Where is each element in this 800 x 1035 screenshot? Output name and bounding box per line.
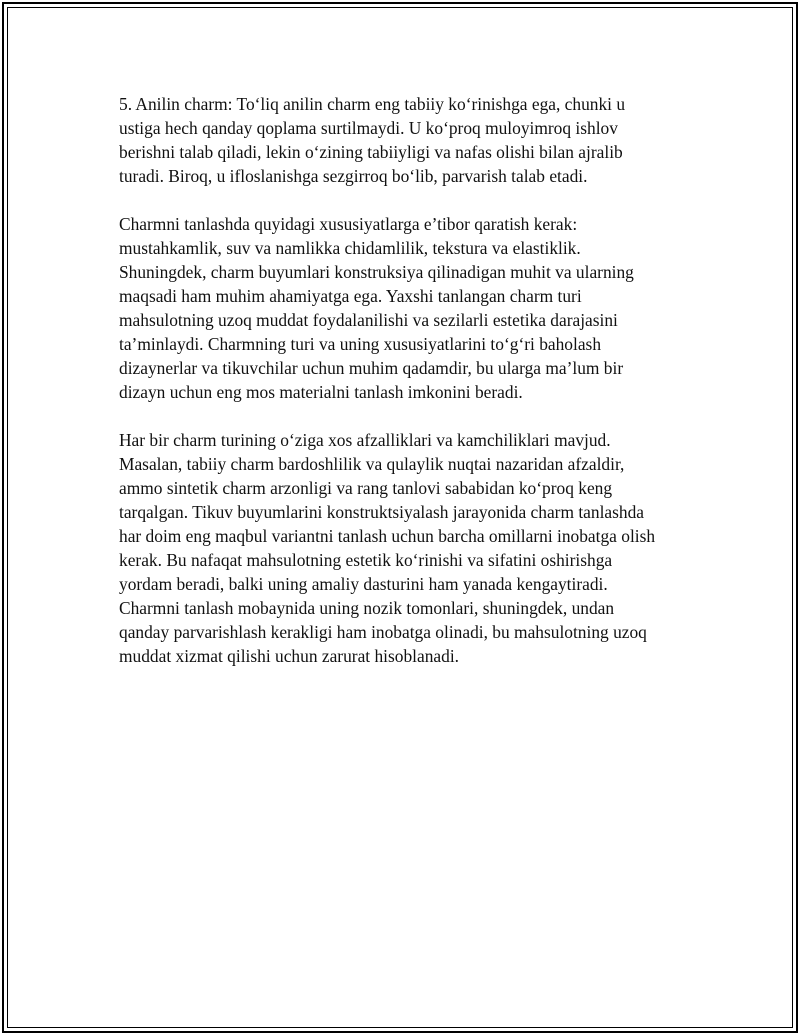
paragraph-leather-pros-cons: Har bir charm turining o‘ziga xos afzalliklari va kamchiliklari mavjud. Masalan, tabiiy charm bardoshlilik va qulaylik nuqtai nazaridan afzaldir, ammo sintetik charm arzonligi va rang tanlovi sababidan ko‘proq keng tarqalgan. Tikuv buyumlarini konstruktsiyalash jarayonida charm tanlashda har doim eng maqbul variantni tanlash uchun barcha omillarni inobatga olish kerak. Bu nafaqat mahsulotning estetik ko‘rinishi va sifatini oshirishga yordam beradi, balki uning amaliy dasturini ham yanada kengaytiradi. Charmni tanlash mobaynida uning nozik tomonlari, shuningdek, undan qanday parvarishlash kerakligi ham inobatga olinadi, bu mahsulotning uzoq muddat xizmat qilishi uchun zarurat hisoblanadi. xyxy=(119,430,656,666)
paragraph-leather-selection-criteria: Charmni tanlashda quyidagi xususiyatlarga e’tibor qaratish kerak: mustahkamlik, suv va namlikka chidamlilik, tekstura va elastiklik. Shuningdek, charm buyumlari konstruksiya qilinadigan muhit va ularning maqsadi ham muhim ahamiyatga ega. Yaxshi tanlangan charm turi mahsulotning uzoq muddat foydalanilishi va sezilarli estetika darajasini ta’minlaydi. Charmning turi va uning xususiyatlarini to‘g‘ri baholash dizaynerlar va tikuvchilar uchun muhim qadamdir, bu ularga ma’lum bir dizayn uchun eng mos materialni tanlash imkonini beradi. xyxy=(119,214,634,402)
document-body xyxy=(119,92,694,692)
paragraph-aniline-leather: 5. Anilin charm: To‘liq anilin charm eng tabiiy ko‘rinishga ega, chunki u ustiga hech qanday qoplama surtilmaydi. U ko‘proq muloyimroq ishlov berishni talab qiladi, lekin o‘zining tabiiyligi va nafas olishi bilan ajralib turadi. Biroq, u ifloslanishga sezgirroq bo‘lib, parvarish talab etadi. xyxy=(119,94,626,186)
